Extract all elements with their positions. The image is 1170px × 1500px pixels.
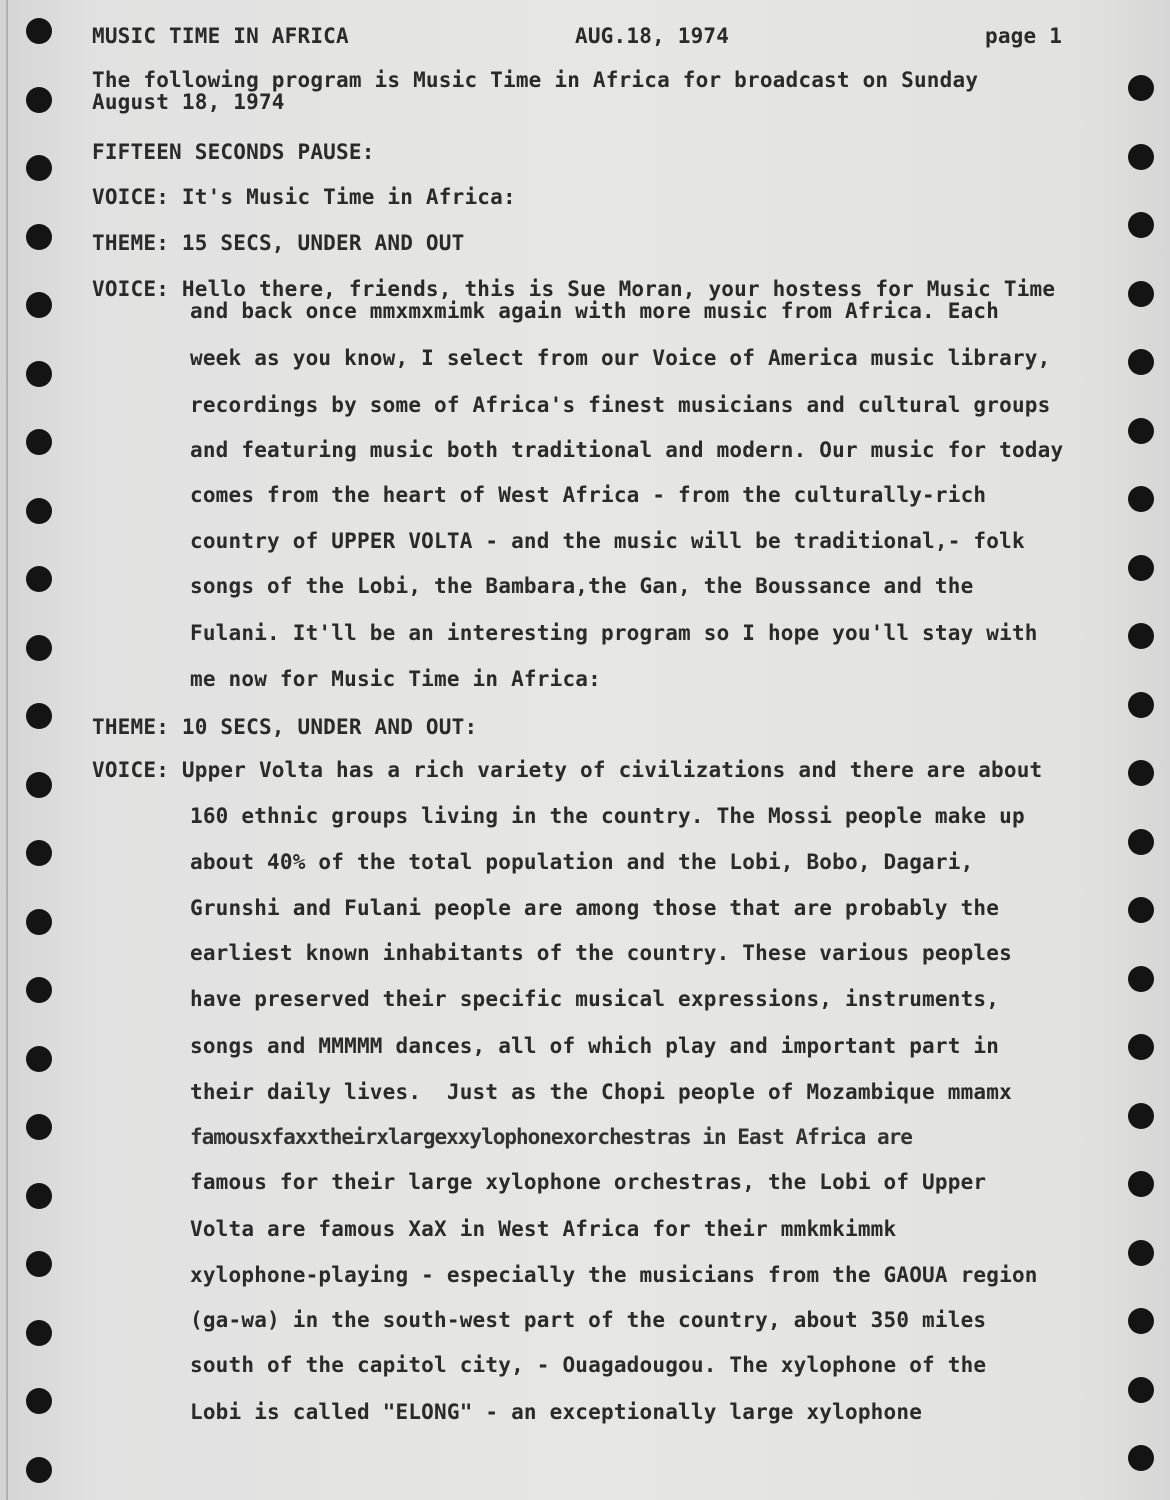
header-date: AUG.18, 1974 (575, 24, 730, 48)
intro-line-2: August 18, 1974 (92, 90, 285, 114)
script-line: south of the capitol city, - Ouagadougou. The xylophone of the (190, 1353, 987, 1377)
cue-theme-2: THEME: 10 SECS, UNDER AND OUT: (92, 715, 478, 739)
script-line: (ga-wa) in the south-west part of the country, about 350 miles (190, 1308, 987, 1332)
script-line: 160 ethnic groups living in the country. The Mossi people make up (190, 804, 1025, 828)
script-line: xylophone-playing - especially the musicians from the GAOUA region (190, 1263, 1038, 1287)
struck-through-line: famousxfaxxtheirxlargexxylophonexorchestras in East Africa are (190, 1125, 912, 1149)
cue-voice-3: VOICE: Upper Volta has a rich variety of civilizations and there are about (92, 758, 1043, 782)
cue-voice-1: VOICE: It's Music Time in Africa: (92, 185, 516, 209)
script-line: famous for their large xylophone orchestras, the Lobi of Upper (190, 1170, 987, 1194)
script-line: comes from the heart of West Africa - from the culturally-rich (190, 483, 987, 507)
script-line: have preserved their specific musical expressions, instruments, (190, 987, 1000, 1011)
script-line: and back once mmxmxmimk again with more music from Africa. Each (190, 299, 1000, 323)
script-line: Lobi is called "ELONG" - an exceptionally large xylophone (190, 1400, 923, 1424)
script-line: songs of the Lobi, the Bambara,the Gan, the Boussance and the (190, 574, 974, 598)
cue-pause: FIFTEEN SECONDS PAUSE: (92, 140, 375, 164)
script-line: Grunshi and Fulani people are among those that are probably the (190, 896, 1000, 920)
script-line: week as you know, I select from our Voice of America music library, (190, 346, 1051, 370)
script-line: about 40% of the total population and the Lobi, Bobo, Dagari, (190, 850, 974, 874)
script-line: songs and MMMMM dances, all of which play and important part in (190, 1034, 1000, 1058)
header-page-number: page 1 (985, 24, 1063, 48)
script-line: their daily lives. Just as the Chopi people of Mozambique mmamx (190, 1080, 1012, 1104)
script-line: Fulani. It'll be an interesting program so I hope you'll stay with (190, 621, 1038, 645)
script-line: me now for Music Time in Africa: (190, 667, 601, 691)
script-line: country of UPPER VOLTA - and the music will be traditional,- folk (190, 529, 1025, 553)
script-line: earliest known inhabitants of the country. These various peoples (190, 941, 1012, 965)
cue-theme-1: THEME: 15 SECS, UNDER AND OUT (92, 231, 465, 255)
cue-voice-2: VOICE: Hello there, friends, this is Sue Moran, your hostess for Music Time (92, 277, 1056, 301)
header-program-title: MUSIC TIME IN AFRICA (92, 24, 349, 48)
script-line: recordings by some of Africa's finest musicians and cultural groups (190, 393, 1051, 417)
script-line: Volta are famous XaX in West Africa for their mmkmkimmk (190, 1217, 897, 1241)
script-line: and featuring music both traditional and modern. Our music for today (190, 438, 1064, 462)
intro-line-1: The following program is Music Time in Africa for broadcast on Sunday (92, 68, 979, 92)
